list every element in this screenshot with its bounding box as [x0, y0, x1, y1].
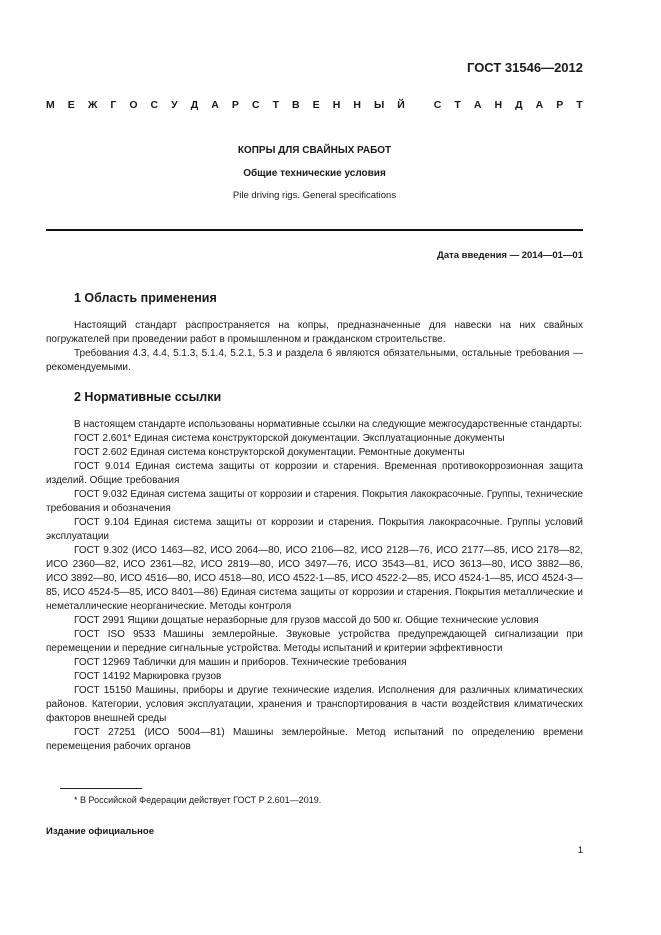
- banner-letter: Т: [576, 99, 583, 111]
- banner-letter: С: [150, 99, 159, 111]
- official-edition-label: Издание официальное: [46, 826, 154, 837]
- document-body: [46, 290, 583, 754]
- banner-letter: У: [171, 99, 178, 111]
- reference-item: ГОСТ 14192 Маркировка грузов: [74, 671, 222, 682]
- banner-letter: О: [129, 99, 138, 111]
- banner-letter: С: [251, 99, 260, 111]
- reference-item: ГОСТ 9.032 Единая система защиты от коррозии и старения. Покрытия лакокрасочные. Группы, технические требования и обозначения: [46, 489, 583, 514]
- title-divider: [46, 229, 583, 231]
- banner-letter: Р: [556, 99, 564, 111]
- banner-letter: Г: [110, 99, 117, 111]
- reference-item: ГОСТ 15150 Машины, приборы и другие технические изделия. Исполнения для различных климатических районов. Категории, условия эксплуатации, хранения и транспортирования в части воздействия климатических факторов внешней среды: [46, 685, 583, 724]
- page-number: 1: [577, 845, 583, 856]
- banner-letter: Д: [515, 99, 523, 111]
- title-block: [46, 145, 583, 201]
- banner-letter: Ж: [87, 99, 98, 111]
- reference-item: ГОСТ 2.602 Единая система конструкторской документации. Ремонтные документы: [74, 447, 465, 458]
- reference-item: ГОСТ 2991 Ящики дощатые неразборные для грузов массой до 500 кг. Общие технические условия: [74, 615, 539, 626]
- banner-letter: Е: [67, 99, 75, 111]
- footnote: * В Российской Федерации действует ГОСТ Р 2.601—2019.: [74, 795, 322, 805]
- banner-letter: Н: [494, 99, 503, 111]
- document-title: КОПРЫ ДЛЯ СВАЙНЫХ РАБОТ: [237, 145, 392, 156]
- banner-letter: А: [535, 99, 544, 111]
- reference-item: ГОСТ ISO 9533 Машины землеройные. Звуковые устройства предупреждающей сигнализации при перемещении и передние сигнальные устройства. Методы испытаний и критерии эффективности: [46, 629, 583, 654]
- reference-item: ГОСТ 9.104 Единая система защиты от коррозии и старения. Покрытия лакокрасочные. Группы условий эксплуатации: [46, 517, 583, 542]
- document-subtitle: Общие технические условия: [243, 168, 386, 179]
- banner-letter: Н: [332, 99, 341, 111]
- banner-letter: С: [433, 99, 442, 111]
- banner-letter: А: [211, 99, 219, 111]
- banner-letter: Е: [312, 99, 320, 111]
- banner-letter: Й: [397, 99, 405, 111]
- banner-letter: Р: [231, 99, 239, 111]
- banner-gap: [418, 99, 421, 111]
- document-code: ГОСТ 31546—2012: [467, 60, 583, 75]
- banner-letter: Т: [454, 99, 461, 111]
- standard-banner: [46, 99, 583, 111]
- banner-letter: Д: [190, 99, 199, 111]
- section-2-heading: 2 Нормативные ссылки: [74, 390, 222, 404]
- reference-item: ГОСТ 9.014 Единая система защиты от коррозии и старения. Временная противокоррозионная защита изделий. Общие требования: [46, 461, 583, 486]
- footnote-separator: [60, 788, 142, 789]
- banner-letter: Ы: [373, 99, 385, 111]
- paragraph: Требования 4.3, 4.4, 5.1.3, 5.1.4, 5.2.1, 5.3 и раздела 6 являются обязательными, остальные требования — рекомендуемыми.: [46, 348, 583, 373]
- section-1-heading: 1 Область применения: [74, 291, 217, 305]
- reference-item: ГОСТ 2.601* Единая система конструкторской документации. Эксплуатационные документы: [74, 433, 505, 444]
- banner-letter: Т: [272, 99, 279, 111]
- banner-letter: В: [292, 99, 300, 111]
- section-gap: [46, 375, 583, 389]
- document-title-english: Pile driving rigs. General specifications: [232, 190, 397, 201]
- paragraph: В настоящем стандарте использованы нормативные ссылки на следующие межгосударственные стандарты:: [74, 419, 583, 430]
- reference-item: ГОСТ 12969 Таблички для машин и приборов. Технические требования: [74, 657, 407, 668]
- reference-item: ГОСТ 9.302 (ИСО 1463—82, ИСО 2064—80, ИСО 2106—82, ИСО 2128—76, ИСО 2177—85, ИСО 2178—82, ИСО 2360—82, ИСО 2361—82, ИСО 2819—80, ИСО 3497—76, ИСО 3543—81, ИСО 3613—80, ИСО 3882—86, ИСО 3892—80, ИСО 4516—80, ИСО 4518—80, ИСО 4522-1—85, ИСО 4522-2—85, ИСО 4524-1—85, ИСО 4524-3—85, ИСО 4524-5—85, ИСО 8401—86) Единая система защиты от коррозии и старения. Покрытия металлические и неметаллические неорганические. Методы контроля: [46, 545, 583, 612]
- banner-letter: Н: [353, 99, 361, 111]
- banner-letter: М: [46, 99, 55, 111]
- paragraph: Настоящий стандарт распространяется на копры, предназначенные для навески на них свайных погружателей при проведении работ в промышленном и гражданском строительстве.: [46, 320, 583, 345]
- reference-item: ГОСТ 27251 (ИСО 5004—81) Машины землеройные. Метод испытаний по определению времени перемещения рабочих органов: [46, 727, 583, 752]
- introduction-date: Дата введения — 2014—01—01: [437, 250, 583, 261]
- banner-letter: А: [473, 99, 482, 111]
